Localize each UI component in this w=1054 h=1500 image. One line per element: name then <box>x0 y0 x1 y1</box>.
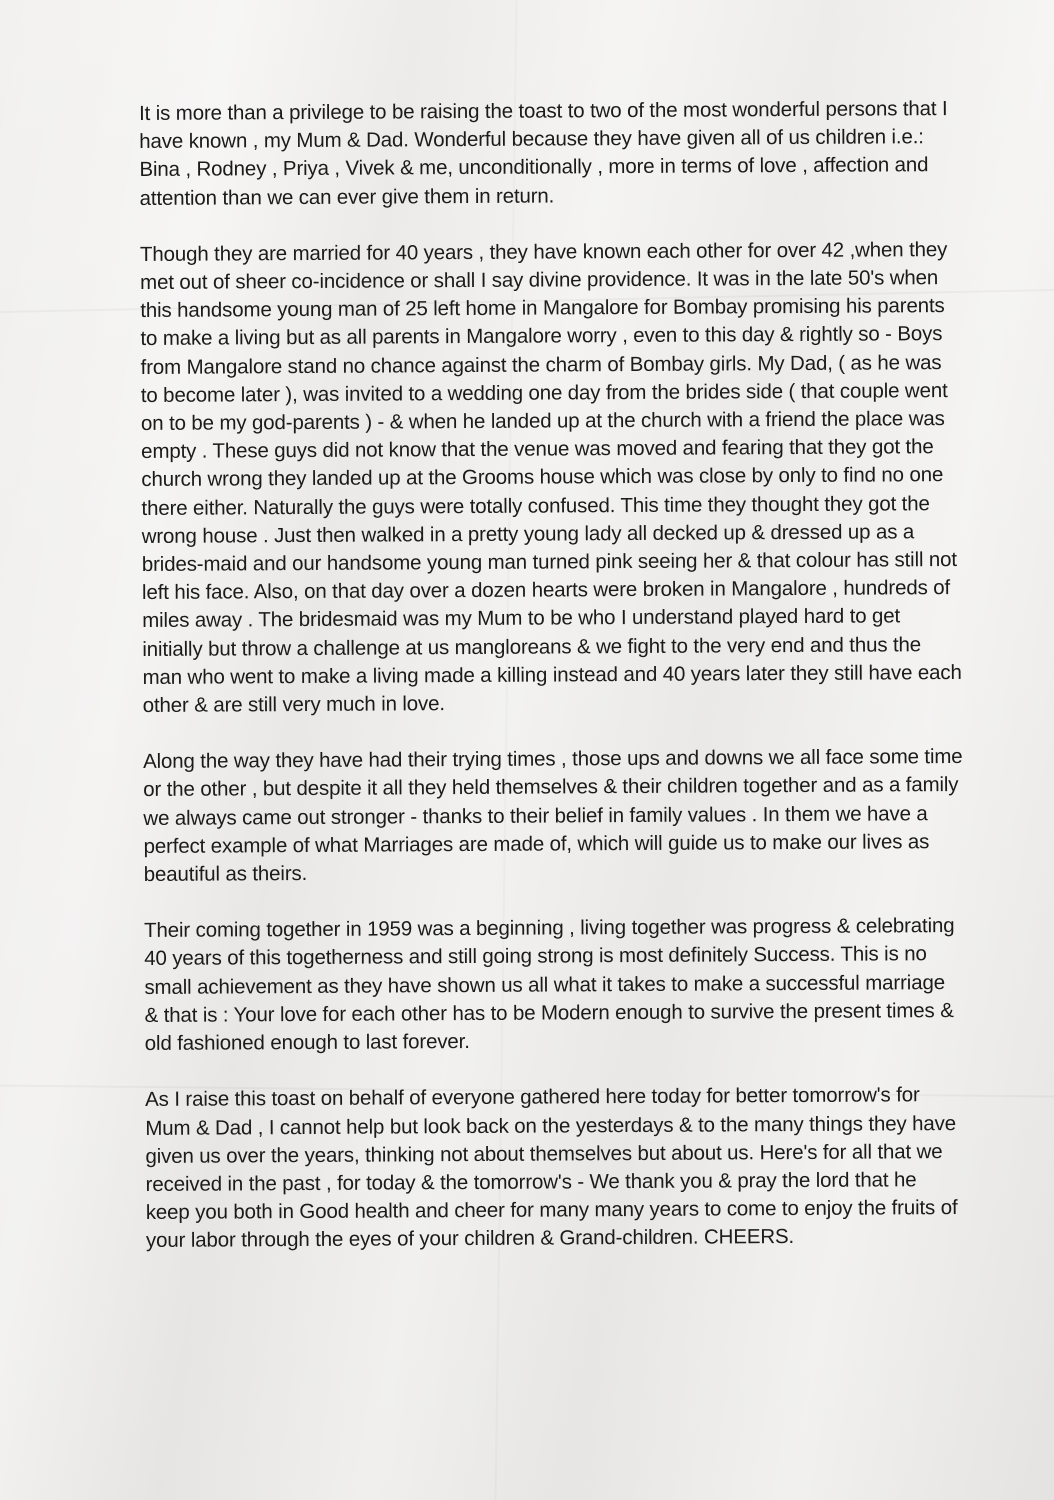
text-line: met out of sheer co-incidence or shall I say divine providence. It was in the late 50's when <box>140 266 939 295</box>
text-line: Though they are married for 40 years , they have known each other for over 42 ,when they <box>139 237 948 266</box>
text-line: wrong house . Just then walked in a pretty young lady all decked up & dressed up as a <box>141 520 915 548</box>
text-line: have known , my Mum & Dad. Wonderful because they have given all of us children i.e.: <box>139 125 924 154</box>
paragraph-story <box>140 236 983 721</box>
text-line: on to be my god-parents ) - & when he landed up at the church with a friend the place was <box>140 407 945 436</box>
text-line: old fashioned enough to last forever. <box>144 1030 470 1056</box>
text-line: attention than we can ever give them in return. <box>139 184 555 210</box>
text-line: given us over the years, thinking not about themselves but about us. Here's for all that we <box>145 1139 943 1168</box>
text-line: brides-maid and our handsome young man turned pink seeing her & that colour has still not <box>141 548 958 577</box>
text-line: to make a living but as all parents in Mangalore worry , even to this day & rightly so - Boys <box>140 322 943 351</box>
text-line: Their coming together in 1959 was a beginning , living together was progress & celebrating <box>144 914 955 943</box>
text-line: perfect example of what Marriages are made of, which will guide us to make our lives as <box>143 830 930 858</box>
paragraph-intro <box>139 95 980 213</box>
text-line: Along the way they have had their trying times , those ups and downs we all face some time <box>142 745 963 774</box>
paragraph-trying-times <box>143 743 984 889</box>
text-line: 40 years of this togetherness and still going strong is most definitely Success. This is no <box>144 942 927 971</box>
text-line: empty . These guys did not know that the venue was moved and fearing that they got the <box>141 435 934 464</box>
text-line: beautiful as theirs. <box>143 862 308 887</box>
text-line: church wrong they landed up at the Grooms house which was close by only to find no one <box>141 463 944 492</box>
text-line: other & are still very much in love. <box>142 692 445 718</box>
text-line: man who went to make a living made a killing instead and 40 years later they still have each <box>142 660 962 689</box>
text-line: It is more than a privilege to be raising the toast to two of the most wonderful persons that I <box>139 97 948 125</box>
toast-speech-text <box>139 95 986 1284</box>
text-line: Bina , Rodney , Priya , Vivek & me, unconditionally , more in terms of love , affection and <box>139 153 929 182</box>
text-line: left his face. Also, on that day over a dozen hearts were broken in Mangalore , hundreds of <box>141 576 951 605</box>
text-line: initially but throw a challenge at us mangloreans & we fight to the very end and thus the <box>142 632 922 661</box>
text-line: your labor through the eyes of your children & Grand-children. CHEERS. <box>145 1225 795 1253</box>
text-line: keep you both in Good health and cheer for many many years to come to enjoy the fruits of <box>145 1196 958 1225</box>
text-line: miles away . The bridesmaid was my Mum to be who I understand played hard to get <box>142 604 901 633</box>
text-line: Mum & Dad , I cannot help but look back on the yesterdays & to the many things they have <box>145 1111 957 1140</box>
text-line: this handsome young man of 25 left home in Mangalore for Bombay promising his parents <box>140 294 945 323</box>
text-line: received in the past , for today & the tomorrow's - We thank you & pray the lord that he <box>145 1168 917 1196</box>
text-line: there either. Naturally the guys were totally confused. This time they thought they got the <box>141 491 930 520</box>
text-line: or the other , but despite it all they held themselves & their children together and as a family <box>143 773 959 802</box>
text-line: we always came out stronger - thanks to their belief in family values . In them we have a <box>143 801 928 830</box>
paragraph-cheers <box>145 1081 986 1255</box>
paragraph-success <box>144 912 985 1058</box>
text-line: small achievement as they have shown us all what it takes to make a successful marriage <box>144 970 945 999</box>
text-line: & that is : Your love for each other has to be Modern enough to survive the present times & <box>144 998 954 1027</box>
text-line: to become later ), was invited to a wedding one day from the brides side ( that couple went <box>140 378 948 407</box>
text-line: As I raise this toast on behalf of everyone gathered here today for better tomorrow's for <box>145 1083 920 1112</box>
text-line: from Mangalore stand no chance against the charm of Bombay girls. My Dad, ( as he was <box>140 350 942 379</box>
